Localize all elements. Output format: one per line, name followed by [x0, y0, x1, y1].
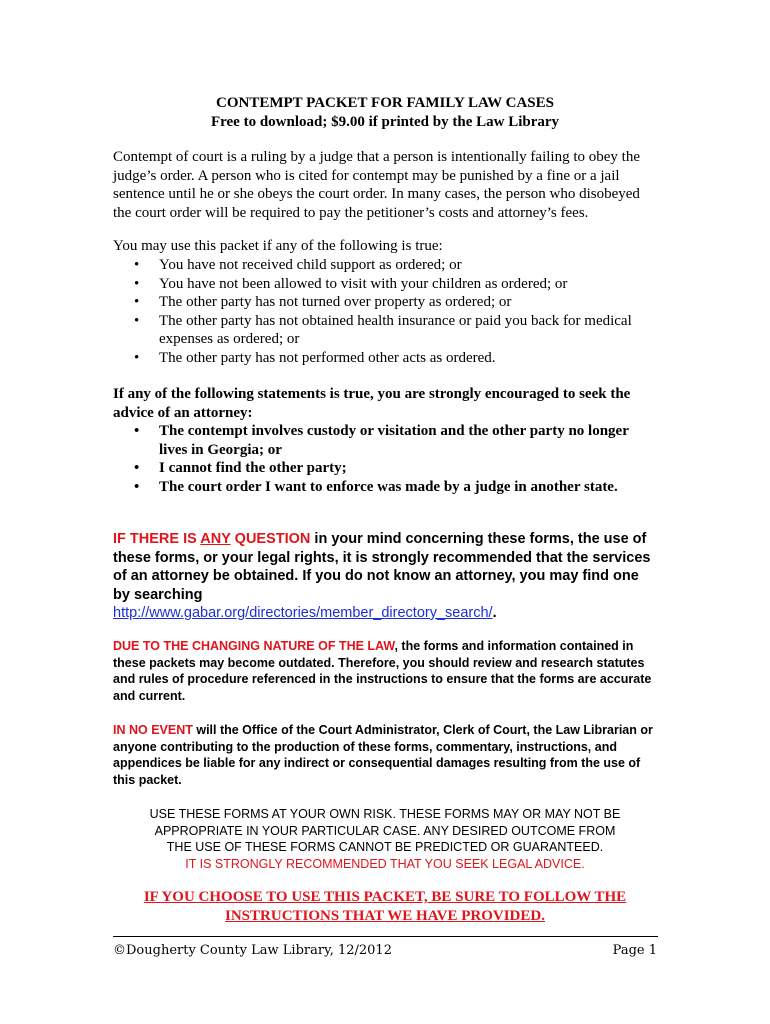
footer-copyright: ©Dougherty County Law Library, 12/2012	[113, 943, 392, 958]
risk-line: USE THESE FORMS AT YOUR OWN RISK. THESE FORMS MAY OR MAY NOT BE	[149, 807, 621, 821]
packet-subtitle: Free to download; $9.00 if printed by the Law Library	[210, 114, 560, 130]
list-item	[113, 275, 658, 294]
list-item-text: The other party has not turned over property as ordered; or	[159, 294, 512, 310]
list-item-text: You have not received child support as ordered; or	[159, 257, 462, 273]
use-lead-text: You may use this packet if any of the following is true:	[113, 238, 443, 254]
list-item-text: I cannot find the other party;	[159, 460, 347, 476]
list-item	[113, 349, 658, 368]
risk-notice	[100, 806, 670, 872]
bullet-icon: •	[134, 478, 140, 495]
liability-body: will the Office of the Court Administrator, Clerk of Court, the Law Librarian or anyone contributing to the production of these forms, commentary, instructions, and appendices be liable for any indirect or consequential damages resulting from the use of this packet.	[113, 723, 653, 787]
question-red-prefix: IF THERE IS	[113, 531, 201, 547]
packet-title: CONTEMPT PACKET FOR FAMILY LAW CASES	[216, 95, 554, 111]
intro-paragraph: Contempt of court is a ruling by a judge that a person is intentionally failing to obey the judge’s order. A person who is cited for contempt may be punished by a fine or a jail sentence until he or she obeys the court order. In many cases, the person who disobeyed the court order will be required to pay the petitioner’s costs and attorney’s fees.	[113, 149, 640, 221]
law-change-paragraph	[113, 638, 658, 704]
law-change-red: DUE TO THE CHANGING NATURE OF THE LAW	[113, 639, 395, 653]
question-paragraph	[113, 530, 658, 623]
list-item-text: The other party has not performed other acts as ordered.	[159, 349, 496, 366]
liability-red: IN NO EVENT	[113, 723, 193, 737]
risk-line: THE USE OF THESE FORMS CANNOT BE PREDICTED OR GUARANTEED.	[166, 840, 604, 854]
footer-divider	[113, 936, 658, 937]
use-conditions-list	[113, 256, 658, 367]
list-item-text: The contempt involves custody or visitation and the other party no longer lives in Georgia; or	[159, 423, 629, 458]
member-directory-link[interactable]: http://www.gabar.org/directories/member_directory_search/	[113, 605, 493, 621]
bullet-icon: •	[134, 275, 140, 292]
risk-advice-line: IT IS STRONGLY RECOMMENDED THAT YOU SEEK LEGAL ADVICE.	[185, 856, 585, 871]
list-item	[113, 312, 658, 349]
bullet-icon: •	[134, 257, 140, 273]
liability-paragraph	[113, 722, 658, 788]
list-item-text: The other party has not obtained health insurance or paid you back for medical expenses as ordered; or	[159, 312, 632, 347]
follow-line: IF YOU CHOOSE TO USE THIS PACKET, BE SURE TO FOLLOW THE	[143, 889, 627, 905]
list-item	[113, 478, 658, 497]
bullet-icon: •	[134, 294, 140, 310]
list-item-text: The court order I want to enforce was made by a judge in another state.	[159, 478, 618, 495]
question-red-word: QUESTION	[230, 531, 311, 547]
law-change-body: , the forms and information contained in these packets may become outdated. Therefore, you should review and research statutes and rules of procedure referenced in the instructions to ensure that the forms are accurate and current.	[113, 639, 652, 703]
question-body: in your mind concerning these forms, the use of these forms, or your legal rights, it is strongly recommended that the services of an attorney be obtained. If you do not know an attorney, you may find one by searching	[113, 531, 651, 603]
risk-line: APPROPRIATE IN YOUR PARTICULAR CASE. ANY DESIRED OUTCOME FROM	[154, 823, 616, 838]
list-item	[113, 422, 658, 459]
list-item-text: You have not been allowed to visit with your children as ordered; or	[159, 275, 568, 292]
list-item	[113, 293, 658, 312]
bullet-icon: •	[134, 460, 140, 476]
title-block	[0, 94, 770, 132]
attorney-conditions-list	[113, 422, 658, 496]
list-item	[113, 256, 658, 275]
page-number: Page 1	[612, 943, 657, 958]
bullet-icon: •	[134, 349, 140, 366]
attorney-lead-text: If any of the following statements is true, you are strongly encouraged to seek the advice of an attorney:	[113, 386, 631, 421]
follow-line: INSTRUCTIONS THAT WE HAVE PROVIDED.	[225, 907, 545, 924]
bullet-icon: •	[134, 423, 140, 439]
bullet-icon: •	[134, 312, 140, 329]
list-item	[113, 459, 658, 478]
question-red-any: ANY	[200, 531, 231, 547]
follow-instructions-notice	[100, 888, 670, 925]
question-end: .	[492, 605, 497, 621]
